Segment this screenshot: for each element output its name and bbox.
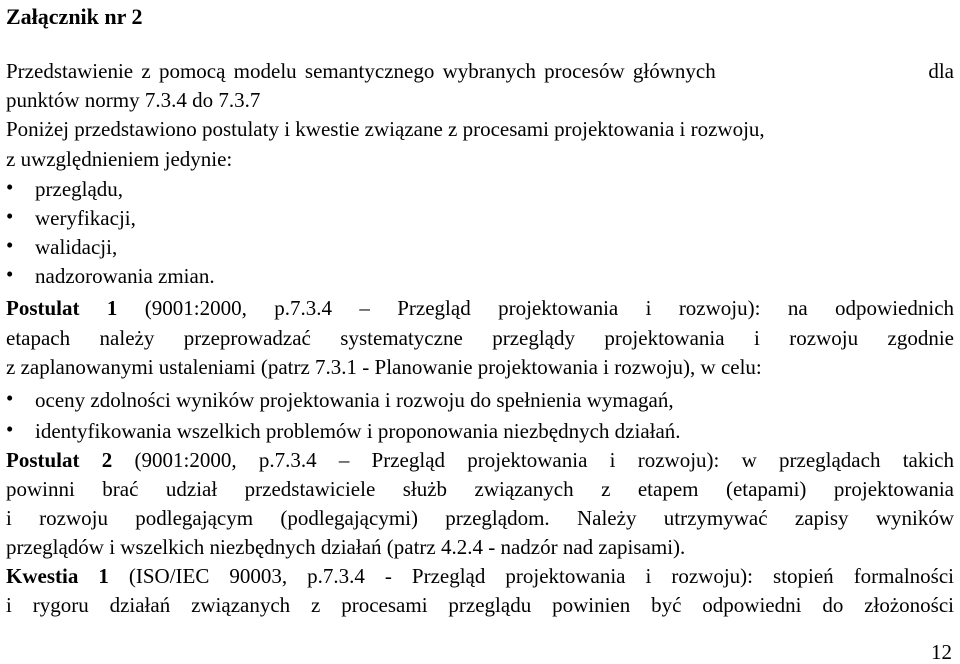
postulat-1-line-1 [6, 295, 954, 321]
list-item-text: przeglądu, [35, 177, 124, 201]
postulat-1-text-1: (9001:2000, p.7.3.4 – Przegląd projektowania i rozwoju): na odpowiednich [144, 296, 955, 320]
postulat-2-line-1 [6, 447, 954, 473]
bullet-icon: • [6, 204, 14, 228]
intro-line-3: Poniżej przedstawiono postulaty i kwestie związane z procesami projektowania i rozwoju, [6, 117, 765, 141]
intro-line-1-text: Przedstawienie z pomocą modelu semantycznego wybranych procesów głównych [6, 59, 716, 83]
postulat-2-line-3: i rozwoju podlegającym (podlegającymi) przeglądom. Należy utrzymywać zapisy wyników [6, 506, 954, 530]
bullet-icon: • [6, 386, 14, 410]
list-item-text: oceny zdolności wyników projektowania i rozwoju do spełnienia wymagań, [35, 388, 674, 412]
postulat-1-line-2: etapach należy przeprowadzać systematyczne przeglądy projektowania i rozwoju zgodnie [6, 326, 954, 350]
postulat-1-label: Postulat 1 [6, 296, 118, 320]
bullet-icon: • [6, 417, 14, 441]
page-number: 12 [931, 640, 952, 664]
list-item-text: weryfikacji, [35, 206, 136, 230]
intro-line-1-end: dla [928, 59, 954, 83]
intro-line-2: punktów normy 7.3.4 do 7.3.7 [6, 88, 261, 112]
intro-line-1 [6, 58, 954, 84]
postulat-2-label: Postulat 2 [6, 448, 113, 472]
kwestia-1-label: Kwestia 1 [6, 564, 109, 588]
list-item-text: nadzorowania zmian. [35, 264, 215, 288]
bullet-icon: • [6, 233, 14, 257]
list-item-text: walidacji, [35, 235, 118, 259]
intro-line-4: z uwzględnieniem jedynie: [6, 147, 233, 171]
document-title: Załącznik nr 2 [6, 4, 143, 29]
list-item-text: identyfikowania wszelkich problemów i proponowania niezbędnych działań. [35, 419, 681, 443]
postulat-2-line-2: powinni brać udział przedstawiciele służb związanych z etapem (etapami) projektowania [6, 477, 954, 501]
postulat-1-line-3: z zaplanowanymi ustaleniami (patrz 7.3.1 - Planowanie projektowania i rozwoju), w celu: [6, 355, 762, 379]
bullet-icon: • [6, 262, 14, 286]
postulat-2-text-1: (9001:2000, p.7.3.4 – Przegląd projektowania i rozwoju): w przeglądach takich [134, 448, 955, 472]
postulat-2-line-4: przeglądów i wszelkich niezbędnych działań (patrz 4.2.4 - nadzór nad zapisami). [6, 535, 686, 559]
kwestia-1-line-2: i rygoru działań związanych z procesami przeglądu powinien być odpowiedni do złożoności [6, 593, 954, 617]
kwestia-1-text-1: (ISO/IEC 90003, p.7.3.4 - Przegląd projektowania i rozwoju): stopień formalności [128, 564, 954, 588]
kwestia-1-line-1 [6, 563, 954, 589]
bullet-icon: • [6, 175, 14, 199]
